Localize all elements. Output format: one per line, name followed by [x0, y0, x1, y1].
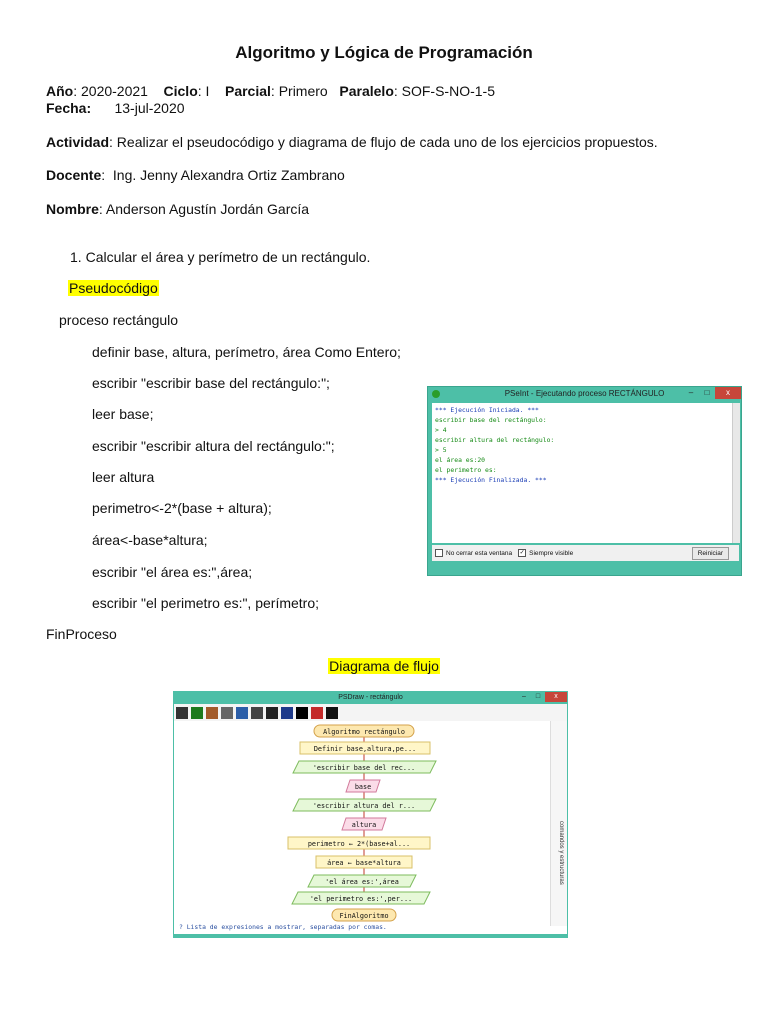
restart-button[interactable]: Reiniciar [692, 547, 729, 560]
psdraw-bottom-border [174, 934, 567, 937]
start-node-label: Algoritmo rectángulo [323, 728, 405, 736]
always-visible-checkbox[interactable]: ✓ [519, 550, 525, 556]
exercise-number: 1. [70, 249, 82, 265]
pseudocode-line: leer base; [92, 406, 154, 422]
psdraw-window [173, 691, 568, 938]
console-line: escribir altura del rectángulo: [435, 436, 555, 444]
psdraw-title: PSDraw - rectángulo [338, 694, 403, 701]
activity-value: : Realizar el pseudocódigo y diagrama de flujo de cada uno de los ejercicios propuestos. [109, 134, 658, 150]
write4-node-label: 'el perimetro es:',per... [309, 895, 413, 903]
toolbar-help-icon[interactable] [326, 707, 338, 719]
pseudocode-line: perimetro<-2*(base + altura); [92, 500, 272, 516]
pseudocode-line: escribir "el perimetro es:", perímetro; [92, 595, 320, 611]
flow-heading [0, 658, 768, 674]
toolbar-arrow-icon[interactable] [266, 707, 278, 719]
no-close-label: No cerrar esta ventana [446, 549, 513, 557]
console-line: el área es:20 [435, 456, 486, 464]
define-node-label: Definir base,altura,pe... [313, 745, 417, 753]
teacher-line [46, 167, 345, 184]
teacher-label: Docente [46, 167, 102, 183]
exercise-item [70, 249, 370, 265]
toolbar-zoom-icon[interactable] [236, 707, 248, 719]
console-scrollbar[interactable] [732, 403, 740, 543]
end-node-label: FinAlgoritmo [339, 912, 389, 920]
toolbar-new-icon[interactable] [176, 707, 188, 719]
write2-node-label: 'escribir altura del r... [312, 802, 416, 810]
pseint-execution-window [427, 386, 742, 576]
cycle-value: : I [197, 83, 210, 99]
psdraw-toolbar [174, 704, 567, 721]
toolbar-run-icon[interactable] [191, 707, 203, 719]
pseudocode-heading-text: Pseudocódigo [69, 280, 158, 296]
flowchart [174, 721, 552, 923]
pseudocode-heading [68, 280, 159, 296]
write3-node-label: 'el área es:',área [325, 878, 399, 886]
psdraw-status: ? Lista de expresiones a mostrar, separadas por comas. [179, 923, 387, 931]
toolbar-comment-icon[interactable] [281, 707, 293, 719]
console-line: > 4 [435, 426, 447, 434]
minimize-button[interactable]: – [688, 388, 694, 397]
write1-node-label: 'escribir base del rec... [312, 764, 416, 772]
pseint-footer [432, 545, 739, 561]
console-line: > 5 [435, 446, 447, 454]
exercise-text: Calcular el área y perímetro de un rectángulo. [85, 249, 371, 265]
activity-line [46, 134, 658, 151]
pseudocode-line: área<-base*altura; [92, 532, 208, 548]
pseudocode-line: escribir "el área es:",área; [92, 564, 253, 580]
read2-node-label: altura [351, 821, 377, 829]
pseint-app-icon [432, 390, 440, 398]
toolbar-close-icon[interactable] [311, 707, 323, 719]
meta-line-1 [46, 83, 495, 100]
psdraw-titlebar [174, 692, 567, 704]
activity-label: Actividad [46, 134, 110, 150]
console-line: el perimetro es: [435, 466, 497, 474]
read1-node-label: base [354, 783, 372, 791]
pseudocode-line: escribir "escribir altura del rectángulo:"; [92, 438, 335, 454]
name-line [46, 201, 309, 218]
toolbar-shape-icon[interactable] [296, 707, 308, 719]
maximize-button[interactable]: □ [704, 388, 710, 397]
date-value: 13-jul-2020 [114, 100, 185, 116]
toolbar-view-icon[interactable] [251, 707, 263, 719]
pseint-window-buttons [683, 387, 741, 399]
always-visible-label: Siempre visible [529, 549, 574, 557]
console-line: *** Ejecución Iniciada. *** [435, 406, 539, 414]
cycle-label: Ciclo [163, 83, 198, 99]
close-button[interactable]: x [715, 387, 741, 399]
pseint-titlebar [428, 387, 741, 401]
console-line: *** Ejecución Finalizada. *** [435, 476, 547, 484]
console-line: escribir base del rectángulo: [435, 416, 547, 424]
psdraw-window-buttons [517, 692, 567, 702]
name-label: Nombre [46, 201, 99, 217]
no-close-checkbox[interactable] [435, 549, 443, 557]
pseint-title: PSeInt - Ejecutando proceso RECTÁNGULO [504, 389, 665, 398]
partial-value: : Primero [270, 83, 328, 99]
pseudocode-line: leer altura [92, 469, 155, 485]
pseint-console [432, 403, 732, 543]
pseudocode-footer: FinProceso [46, 626, 117, 642]
pseudocode-line: definir base, altura, perímetro, área Como Entero; [92, 344, 401, 360]
teacher-value: : Ing. Jenny Alexandra Ortiz Zambrano [101, 167, 345, 183]
partial-label: Parcial [224, 83, 271, 99]
pseudocode-header: proceso rectángulo [59, 312, 179, 328]
side-panel-label: comandos y estructuras [558, 821, 564, 885]
document-title: Algoritmo y Lógica de Programación [235, 43, 533, 62]
meta-line-date [46, 100, 185, 117]
assign2-node-label: área ← base*altura [327, 859, 401, 867]
minimize-button[interactable]: – [522, 693, 526, 700]
maximize-button[interactable]: □ [535, 693, 541, 700]
flow-heading-text: Diagrama de flujo [329, 658, 439, 674]
year-label: Año [46, 83, 74, 99]
close-button[interactable]: x [545, 692, 567, 702]
date-label: Fecha: [46, 100, 92, 116]
commands-side-panel[interactable] [550, 721, 567, 926]
parallel-label: Paralelo [339, 83, 394, 99]
pseudocode-line: escribir "escribir base del rectángulo:"; [92, 375, 330, 391]
parallel-value: : SOF-S-NO-1-5 [393, 83, 495, 99]
year-value: : 2020-2021 [73, 83, 148, 99]
assign1-node-label: perimetro ← 2*(base+al... [307, 840, 411, 848]
toolbar-export-icon[interactable] [221, 707, 233, 719]
name-value: : Anderson Agustín Jordán García [98, 201, 310, 217]
toolbar-step-icon[interactable] [206, 707, 218, 719]
